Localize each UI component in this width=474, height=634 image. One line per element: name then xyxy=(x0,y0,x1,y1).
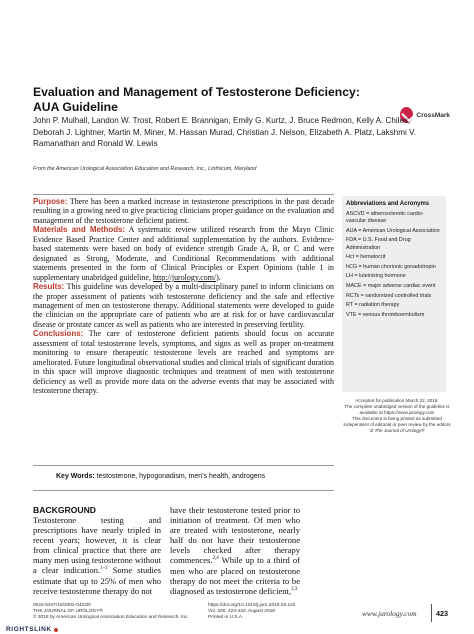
footer-printed: Printed in U.S.A. xyxy=(208,615,244,620)
abbreviation-item: AUA = American Urological Association xyxy=(346,227,440,234)
conclusions-label: Conclusions: xyxy=(33,329,84,339)
purpose-text: There has been a marked increase in testosterone prescriptions in the past decade resulting in a growing need to give practicing clinicians proper guidance on the evaluation and management of the testosterone deficient patient. xyxy=(33,197,334,225)
unabridged-note xyxy=(342,404,452,416)
rightslink-logo[interactable] xyxy=(6,626,58,633)
jurology-link[interactable]: https://www.jurology.com xyxy=(384,410,435,415)
abbreviation-item: RCTs = randomized controlled trials xyxy=(346,292,432,299)
abstract-purpose xyxy=(33,197,334,225)
body-column-1 xyxy=(33,515,161,596)
abstract-bottom-rule xyxy=(33,465,334,466)
rightslink-dot-icon xyxy=(54,628,58,632)
unabridged-text: The complete unabridged version of the guideline is available at xyxy=(344,404,450,415)
col1-tail: Some studies estimate that up to 25% of men who receive testosterone therapy do not xyxy=(33,565,161,596)
abstract-results xyxy=(33,282,334,329)
methods-tail: ). xyxy=(216,272,221,282)
col1-citation[interactable]: 1–3 xyxy=(100,566,108,572)
abbreviation-item: MACE = major adverse cardiac event xyxy=(346,282,436,289)
abbreviation-item: Hct = hematocrit xyxy=(346,254,386,261)
affiliation: From the American Urological Association Education and Research, Inc., Linthicum, Maryland xyxy=(33,166,257,172)
keywords-label: Key Words: xyxy=(56,473,95,480)
footer-volume: Vol. 200, 423-432, August 2018 xyxy=(208,609,275,614)
background-heading: BACKGROUND xyxy=(33,505,97,515)
keywords xyxy=(56,473,326,480)
abstract-top-rule xyxy=(33,194,334,195)
abstract xyxy=(33,197,334,396)
supplement-link[interactable]: http://jurology.com/ xyxy=(152,272,217,282)
rightslink-label: RIGHTSLINK xyxy=(6,626,52,633)
article-title-line2: AUA Guideline xyxy=(33,99,118,114)
footer-copyright: © 2018 by American Urological Association Education and Research, Inc. xyxy=(33,615,189,620)
purpose-label: Purpose: xyxy=(33,197,68,206)
accepted-date: Accepted for publication March 22, 2018. xyxy=(355,398,439,403)
col2-citation-1[interactable]: 2,4 xyxy=(212,556,219,562)
footer-url[interactable]: www.jurology.com xyxy=(362,609,417,618)
keywords-bottom-rule xyxy=(33,490,334,491)
abbreviation-item: VTE = venous thromboembolism xyxy=(346,311,425,318)
col2-text-b: While up to a third of men who are placed on testosterone therapy do not meet the criteria to be diagnosed as testosterone deficient, xyxy=(170,555,300,596)
article-title-line1: Evaluation and Management of Testosterone Deficiency: xyxy=(33,85,360,99)
abbreviation-item: hCG = human chorionic gonadotropin xyxy=(346,263,436,270)
page-number: 423 xyxy=(436,609,448,618)
conclusions-text: The care of testosterone deficient patients should focus on accurate assessment of total testosterone levels, symptoms, and signs as well as proper on-treatment monitoring to ensure therapeutic testosterone levels are reached and symptoms are ameliorated. Future longitudinal observational studies and clinical trials of significant duration in this space will improve diagnostic techniques and treatment of men with testosterone deficiency as well as provide more data on the adverse events that may be associated with testosterone therapy. xyxy=(33,329,334,396)
methods-label: Materials and Methods: xyxy=(33,225,126,235)
abbreviations-title: Abbreviations and Acronyms xyxy=(346,201,430,207)
methods-text: A systematic review utilized research from the Mayo Clinic Evidence Based Practice Center and additional supplementation by the authors. Evidence-based statements were based on body of evidence strength Grade A, B, or C and were designated as Strong, Moderate, and Conditional Recommendations with additional statements presented in the form of Clinical Principles or Expert Opinions (table 1 in supplementary unabridged guideline, xyxy=(33,225,334,282)
editorial-note xyxy=(342,416,452,434)
abstract-methods xyxy=(33,225,334,282)
footer-middle xyxy=(208,603,358,621)
col1-text: Testosterone testing and prescriptions have nearly tripled in recent years; however, it is clear from clinical practice that there are many men using testosterone without a clear indication. xyxy=(33,515,161,576)
footer-doi[interactable]: https://doi.org/10.1016/j.juro.2018.03.115 xyxy=(208,603,296,608)
footer-journal: THE JOURNAL OF UROLOGY® xyxy=(33,609,103,614)
crossmark-label: CrossMark xyxy=(416,111,450,119)
col2-text-a: have their testosterone tested prior to initiation of treatment. Of men who are treated with testosterone, nearly half do not have their testosterone levels checked after therapy commences. xyxy=(170,505,300,566)
body-column-2 xyxy=(170,505,300,596)
abbreviation-item: RT = radiation therapy xyxy=(346,302,400,309)
abbreviation-item: LH = luteinizing hormone xyxy=(346,273,406,280)
abbreviation-item: FDA = U.S. Food and Drug Administration xyxy=(346,237,411,251)
journal-name: The Journal of Urology® xyxy=(374,428,425,433)
results-label: Results: xyxy=(33,282,65,292)
keywords-text: testosterone, hypogonadism, men’s health, androgens xyxy=(94,473,266,480)
abbreviation-item: ASCVD = atherosclerotic cardio-vascular disease xyxy=(346,211,424,225)
abstract-conclusions xyxy=(33,329,334,395)
results-text: This guideline was developed by a multi-disciplinary panel to inform clinicians on the proper assessment of patients with testosterone deficiency and the safe and effective management of men on testosterone therapy. Additional statements were developed to guide the clinician on the appropriate care of patients who are at risk for or have cardiovascular disease or prostate cancer as well as patients who are interested in preserving fertility. xyxy=(33,282,334,329)
footer-left xyxy=(33,603,203,621)
footer-issn: 0022-5347/18/2002-0423/0 xyxy=(33,603,91,608)
article-title xyxy=(33,85,393,114)
author-list: John P. Mulhall, Landon W. Trost, Robert E. Brannigan, Emily G. Kurtz, J. Bruce Redmon, Kelly A. Chiles, Deborah J. Lightner, Martin M. Miner, M. Hassan Murad, Christian J. Nelson, Elizabeth A. Platz, Lakshmi V. Ramanathan and Ronald W. Lewis xyxy=(33,116,416,149)
abbreviations-box xyxy=(342,196,446,392)
col2-citation-2[interactable]: 2,3 xyxy=(291,586,298,592)
editorial-text: This document is being printed as submitted independent of editorial or peer review by the editors of xyxy=(343,416,451,433)
acceptance-note xyxy=(342,398,452,434)
footer-separator xyxy=(431,604,432,622)
